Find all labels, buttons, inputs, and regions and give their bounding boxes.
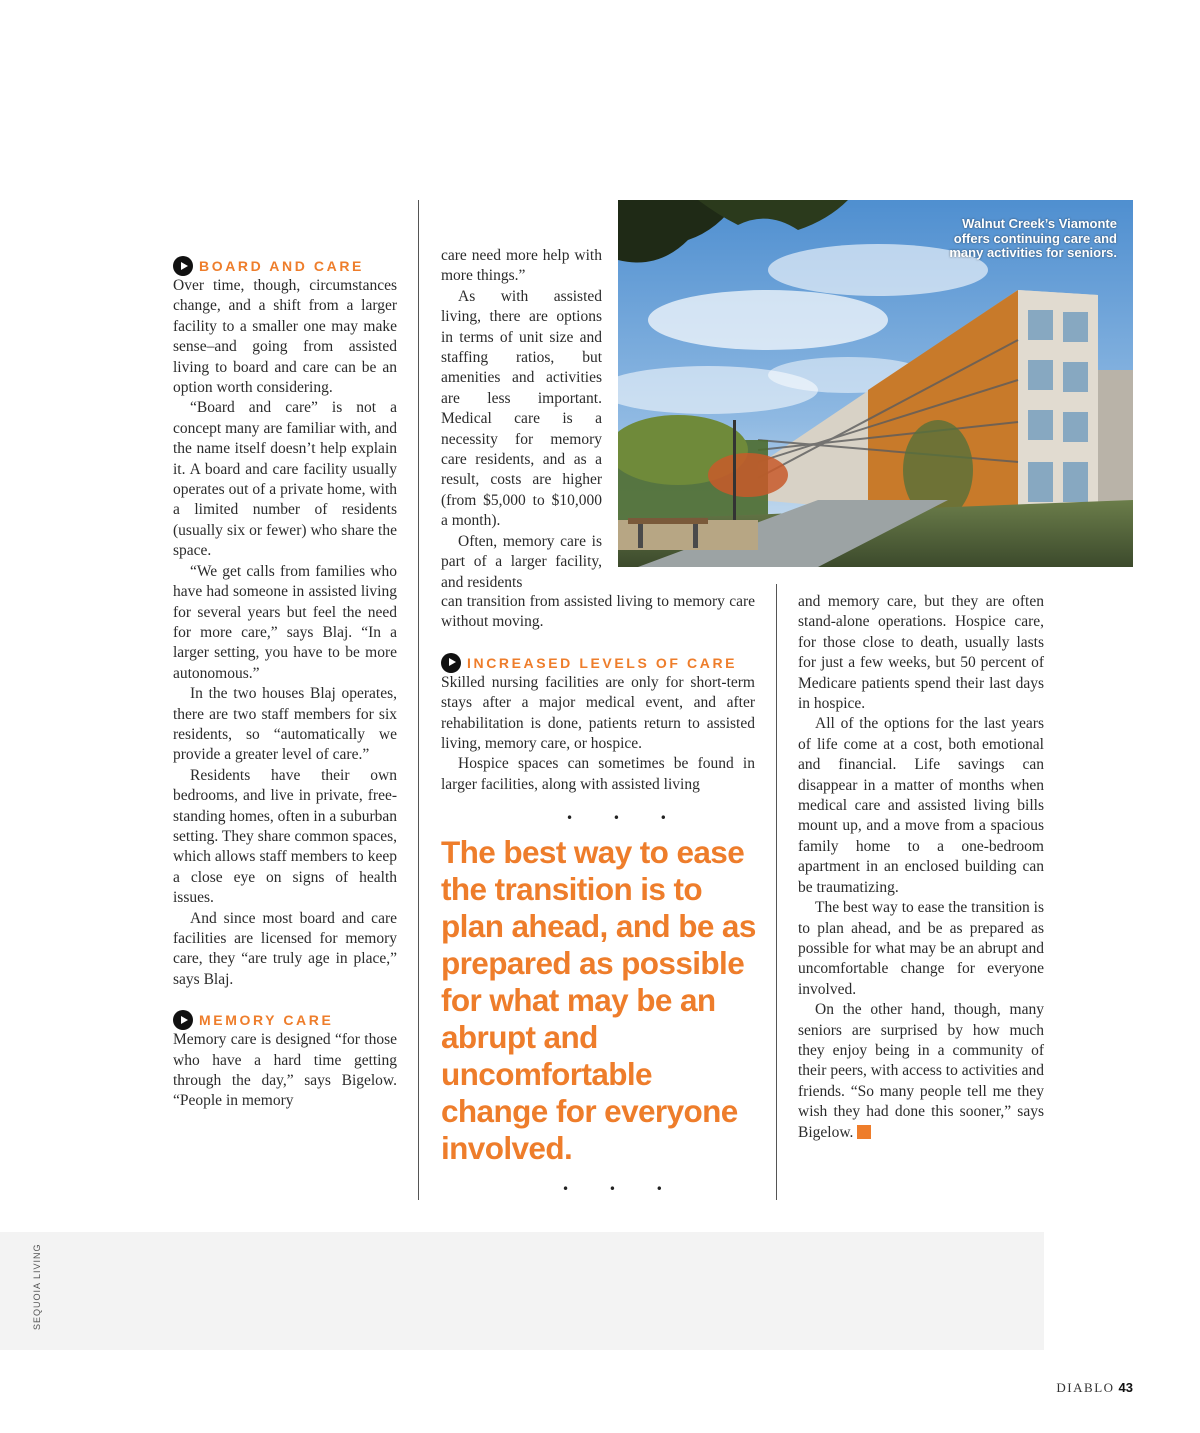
paragraph: Over time, though, circumstances change, and a shift from a larger facility to a smaller one may make sense–and going from assisted living to board and care can be an option worth considering. [173,277,397,397]
page-number: 43 [1118,1380,1133,1395]
paragraph: In the two houses Blaj operates, there are two staff members for six residents, so “automatically we provide a greater level of care.” [173,685,397,764]
pull-quote: The best way to ease the transition is to plan ahead, and be as prepared as possible for what may be an abrupt and uncomfortable change for everyone involved. [441,834,756,1166]
column-1 [173,254,397,1112]
section-heading-board-and-care [173,256,397,276]
paragraph: “We get calls from families who have had someone in assisted living for several years but feel the need for more care,” says Blaj. “In a larger setting, you have to be more autonomous.” [173,562,397,682]
page-folio [1056,1380,1133,1396]
paragraph: Often, memory care is part of a larger facility, and residents [441,532,602,591]
paragraph: Skilled nursing facilities are only for short-term stays after a major medical event, and after rehabilitation is done, patients return to assisted living, memory care, or hospice. [441,673,755,753]
paragraph: “Board and care” is not a concept many are familiar with, and the name itself doesn’t help explain it. A board and care facility usually operates out of a private home, with a limited number of residents (usually six or fewer) who share the space. [173,399,397,560]
ornament-dots-top: • • • [566,811,685,825]
column-rule [418,200,419,1200]
paragraph: And since most board and care facilities are licensed for memory care, they “are truly age in place,” says Blaj. [173,909,397,988]
section-heading-increased-levels [441,653,755,673]
column-rule [776,584,777,1200]
column-2-upper [441,246,602,593]
paragraph: can transition from assisted living to memory care without moving. [441,593,755,631]
column-3 [798,592,1044,1143]
ornament-dots-bottom: • • • [562,1182,681,1196]
play-arrow-icon [441,653,461,673]
building-photo [618,200,1133,567]
end-mark-icon [857,1125,871,1139]
paragraph: The best way to ease the transition is to plan ahead, and be as prepared as possible for what may be an abrupt and uncomfortable change for everyone involved. [798,899,1044,998]
heading-text: INCREASED LEVELS OF CARE [467,654,738,671]
heading-text: BOARD AND CARE [199,258,364,274]
heading-text: MEMORY CARE [199,1012,334,1029]
paragraph: As with assisted living, there are options in terms of unit size and staffing ratios, but amenities and activities are less important. Medical care is a necessity for memory care residents, and as a result, costs are higher (from $5,000 to $10,000 a month). [441,287,602,530]
play-arrow-icon [173,1010,193,1030]
footer-band [0,1232,1044,1350]
magazine-name: DIABLO [1056,1380,1115,1395]
paragraph: and memory care, but they are often stand-alone operations. Hospice care, for those close to death, usually lasts for just a few weeks, but 50 percent of Medicare patients spend their last days in hospice. [798,593,1044,713]
paragraph: Memory care is designed “for those who have a hard time getting through the day,” says Bigelow. “People in memory [173,1031,397,1110]
paragraph: Residents have their own bedrooms, and live in private, free-standing homes, often in a suburban setting. They share common spaces, which allows staff members to keep a close eye on signs of health issues. [173,766,397,907]
paragraph-text: On the other hand, though, many seniors are surprised by how much they enjoy being in a community of their peers, with access to activities and friends. “So many people tell me they wish they had done this sooner,” says Bigelow. [798,1001,1044,1141]
paragraph: Hospice spaces can sometimes be found in larger facilities, along with assisted living [441,755,755,793]
paragraph [798,1000,1044,1143]
column-2-lower [441,592,755,795]
photo-caption: Walnut Creek’s Viamonte offers continuing care and many activities for seniors. [949,216,1117,261]
paragraph: All of the options for the last years of life come at a cost, both emotional and financial. Life savings can disappear in a matter of months when medical care and assisted living bills mount up, and a move from a spacious family home to a one-bedroom apartment in an enclosed building can be traumatizing. [798,715,1044,896]
section-label: SEQUOIA LIVING [32,1243,42,1330]
paragraph: care need more help with more things.” [441,247,602,285]
section-heading-memory-care [173,1010,397,1030]
play-arrow-icon [173,256,193,276]
